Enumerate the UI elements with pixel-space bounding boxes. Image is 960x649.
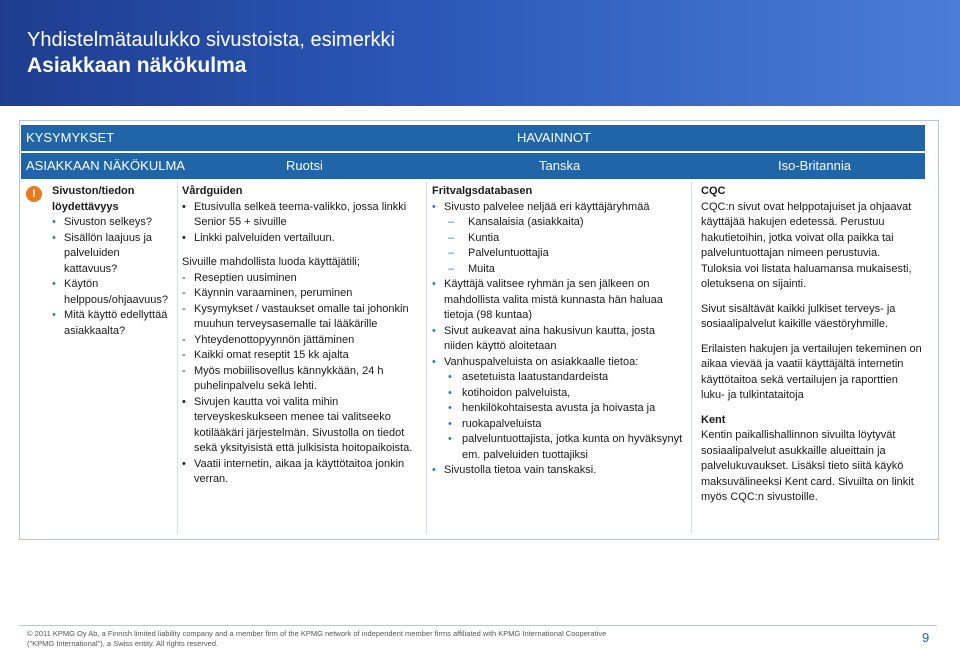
slide-title: Yhdistelmätaulukko sivustoista, esimerkki [27,29,395,51]
denmark-sub-item: • kotihoidon palveluista, [432,386,687,402]
denmark-heading: Fritvalgsdatabasen [432,185,533,197]
denmark-sub-item: • henkilökohtaisesta avusta ja hoivasta ja [432,401,687,417]
header-tanska: Tanska [539,158,581,173]
questions-column [52,184,174,339]
denmark-sub-item: • ruokapalveluista [432,417,687,433]
denmark-bullet: • Sivusto palvelee neljää eri käyttäjäryhmää [432,200,687,216]
uk-column [701,184,923,506]
slide-subtitle: Asiakkaan näkökulma [27,54,247,77]
question-item: • Sivuston selkeys? [52,215,174,231]
header-havainnot: HAVAINNOT [517,130,591,145]
footer-copyright [27,629,606,649]
denmark-bullet: • Sivut aukeavat aina hakusivun kautta, josta niiden käyttö aloitetaan [432,324,687,355]
uk-paragraph: Erilaisten hakujen ja vertailujen tekeminen on aikaa vievää ja vaatii käyttäjältä internetin käyttötaitoa sekä vertailujen ja raporttien luku- ja tulkintataitoja [701,342,922,401]
sweden-dash-item: - Käynnin varaaminen, peruminen [182,286,422,302]
uk-heading-cqc: CQC [701,185,726,197]
question-item: • Mitä käyttö edellyttää asiakkaalta? [52,308,174,339]
uk-heading-kent: Kent [701,413,726,426]
header-kysymykset: KYSYMYKSET [26,130,115,145]
sweden-bullet: • Etusivulla selkeä teema-valikko, jossa linkki Senior 55 + sivuille [182,200,422,231]
sweden-dash-item: - Reseptien uusiminen [182,271,422,287]
denmark-bullet: • Sivustolla tietoa vain tanskaksi. [432,463,687,479]
sweden-dash-item: - Myös mobiilisovellus kännykkään, 24 h puhelinpalvelu sekä lehti. [182,364,422,395]
title-banner [0,0,960,106]
denmark-column [432,184,687,479]
footer-line-2: ("KPMG International"), a Swiss entity. All rights reserved. [27,639,219,648]
header-iso-britannia: Iso-Britannia [778,158,851,173]
sweden-bullet: • Vaatii internetin, aikaa ja käyttötaitoa jonkin verran. [182,457,422,488]
denmark-bullet: • Käyttäjä valitsee ryhmän ja sen jälkeen on mahdollista valita mistä kunnasta hän haluaa tietoja (98 kuntaa) [432,277,687,324]
denmark-sub-item: • palveluntuottajista, jotka kunta on hyväksynyt em. palveluiden tuottajiksi [432,432,687,463]
column-divider [177,182,178,534]
denmark-sub-item: – Kansalaisia (asiakkaita) [432,215,687,231]
denmark-sub-item: – Kuntia [432,231,687,247]
column-divider [426,182,427,534]
uk-paragraph: Kentin paikallishallinnon sivuilta löytyvät sosiaalipalvelut asukkaille alueittain ja palvelukuvaukset. Lisäksi tieto siitä käykö maksuvälineeksi Kent card. Sivuilta on linkit myös CQC:n sivustoille. [701,429,914,503]
sweden-dash-item: - Yhteydenottopyynnön jättäminen [182,333,422,349]
footer-divider [19,625,937,626]
question-item: • Käytön helppous/ohjaavuus? [52,277,174,308]
denmark-sub-item: – Palveluntuottajia [432,246,687,262]
sweden-column [182,184,422,488]
sweden-dash-item: - Kysymykset / vastaukset omalle tai johonkin muuhun terveysasemalle tai lääkärille [182,302,422,333]
header-asiakkaan-nakokulma: ASIAKKAAN NÄKÖKULMA [26,158,185,173]
sweden-intro: Sivuille mahdollista luoda käyttäjätili; [182,256,360,268]
denmark-sub-item: • asetetuista laatustandardeista [432,370,687,386]
column-divider [691,182,692,534]
denmark-bullet: • Vanhuspalveluista on asiakkaalle tietoa: [432,355,687,371]
sweden-heading: Vårdguiden [182,185,243,197]
sweden-dash-item: - Kaikki omat reseptit 15 kk ajalta [182,348,422,364]
denmark-sub-item: – Muita [432,262,687,278]
page-number: 9 [922,630,930,645]
table-header-row-1 [21,125,925,151]
sweden-bullet: • Linkki palveluiden vertailuun. [182,231,422,247]
uk-paragraph: CQC:n sivut ovat helppotajuiset ja ohjaavat käyttäjää hakujen edetessä. Perustuu hakutietoihin, jotka voivat olla paikka tai palveluntuottajan nimeen perustuvia. Tuloksia voi listata haluamansa mukaisesti, oletuksena on sijainti. [701,200,912,290]
uk-paragraph: Sivut sisältävät kaikki julkiset terveys- ja sosiaalipalvelut kaikille väestöryhmille. [701,302,896,330]
questions-heading: Sivuston/tiedon löydettävyys [52,185,135,213]
table-header-row-2 [21,153,925,179]
footer-line-1: © 2011 KPMG Oy Ab, a Finnish limited liability company and a member firm of the KPMG network of independent member firms affiliated with KPMG International Cooperative [27,629,607,638]
header-ruotsi: Ruotsi [286,158,323,173]
exclamation-icon: ! [26,186,42,202]
question-item: • Sisällön laajuus ja palveluiden kattavuus? [52,231,174,278]
sweden-bullet: • Sivujen kautta voi valita mihin terveyskeskukseen menee tai valitseeko kotilääkäri järjestelmän. Sivustolla on tiedot sekä yksityisistä että julkisista hoitopaikoista. [182,395,422,457]
